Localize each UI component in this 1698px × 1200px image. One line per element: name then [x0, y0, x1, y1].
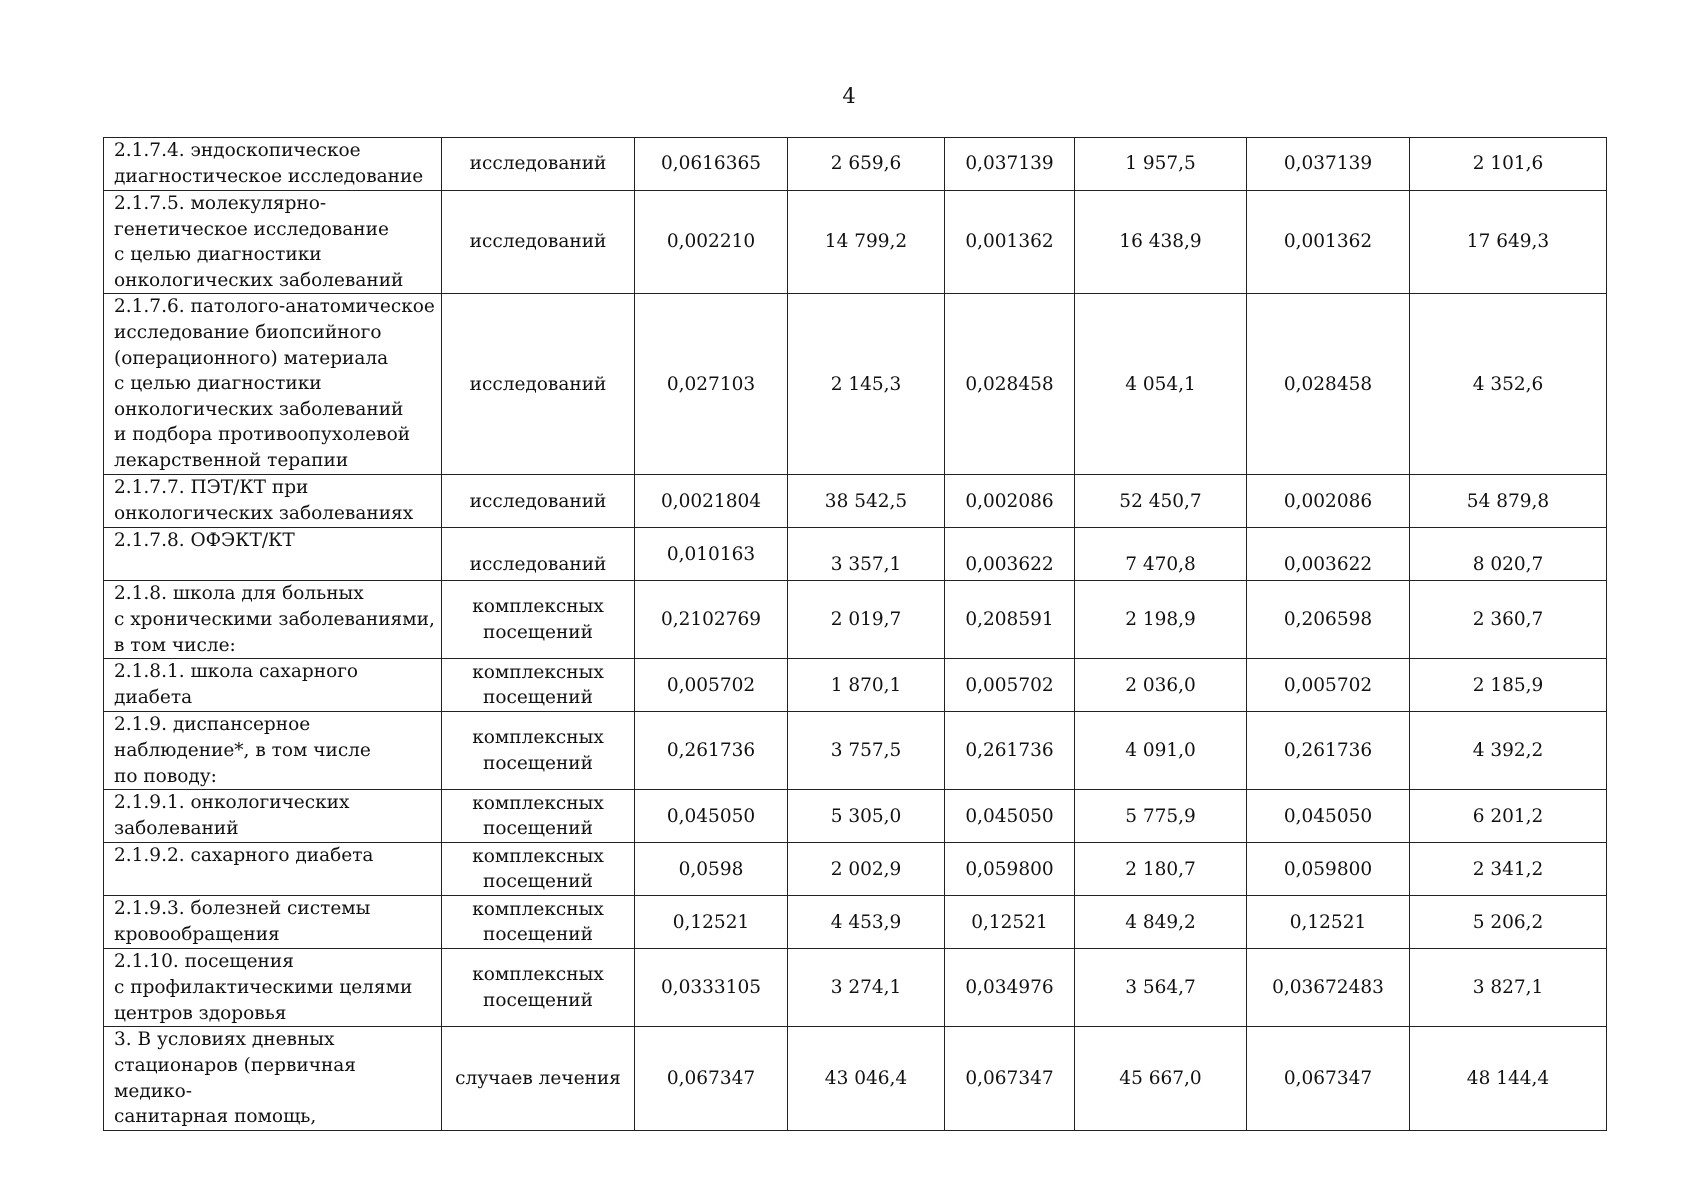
data-table	[103, 137, 1607, 1131]
value-cell: 1 870,1	[788, 659, 945, 712]
value-cell: 0,002086	[1247, 475, 1410, 528]
table-row	[104, 949, 1607, 1027]
value-cell: 5 305,0	[788, 790, 945, 843]
value-cell: 2 101,6	[1410, 138, 1607, 191]
row-name-cell: 2.1.9.2. сахарного диабета	[104, 843, 442, 896]
value-cell: 0,003622	[1247, 528, 1410, 581]
value-cell: 0,005702	[635, 659, 788, 712]
value-cell: 3 757,5	[788, 712, 945, 790]
value-cell: 52 450,7	[1075, 475, 1247, 528]
row-name-cell: 2.1.10. посещения с профилактическими целями центров здоровья	[104, 949, 442, 1027]
value-cell: 0,12521	[945, 896, 1075, 949]
unit-cell: комплексных посещений	[442, 581, 635, 659]
value-cell: 5 775,9	[1075, 790, 1247, 843]
table-row	[104, 843, 1607, 896]
value-cell: 0,010163	[635, 528, 788, 581]
value-cell: 2 145,3	[788, 294, 945, 475]
unit-cell: комплексных посещений	[442, 659, 635, 712]
unit-cell: исследований	[442, 138, 635, 191]
value-cell: 0,045050	[945, 790, 1075, 843]
unit-cell: исследований	[442, 475, 635, 528]
value-cell: 2 036,0	[1075, 659, 1247, 712]
value-cell: 17 649,3	[1410, 191, 1607, 294]
value-cell: 2 360,7	[1410, 581, 1607, 659]
value-cell: 0,0333105	[635, 949, 788, 1027]
row-name-cell: 2.1.9. диспансерное наблюдение*, в том числе по поводу:	[104, 712, 442, 790]
value-cell: 0,034976	[945, 949, 1075, 1027]
table-row	[104, 528, 1607, 581]
value-cell: 6 201,2	[1410, 790, 1607, 843]
value-cell: 0,206598	[1247, 581, 1410, 659]
value-cell: 0,001362	[945, 191, 1075, 294]
value-cell: 4 054,1	[1075, 294, 1247, 475]
value-cell: 45 667,0	[1075, 1027, 1247, 1130]
value-cell: 2 341,2	[1410, 843, 1607, 896]
value-cell: 0,2102769	[635, 581, 788, 659]
value-cell: 38 542,5	[788, 475, 945, 528]
value-cell: 2 019,7	[788, 581, 945, 659]
value-cell: 0,261736	[945, 712, 1075, 790]
value-cell: 7 470,8	[1075, 528, 1247, 581]
value-cell: 2 659,6	[788, 138, 945, 191]
unit-cell: комплексных посещений	[442, 896, 635, 949]
value-cell: 0,001362	[1247, 191, 1410, 294]
row-name-cell: 2.1.7.5. молекулярно- генетическое исследование с целью диагностики онкологических заболеваний	[104, 191, 442, 294]
row-name-cell: 2.1.8. школа для больных с хроническими заболеваниями, в том числе:	[104, 581, 442, 659]
row-name-cell: 2.1.7.4. эндоскопическое диагностическое исследование	[104, 138, 442, 191]
value-cell: 0,208591	[945, 581, 1075, 659]
unit-cell: комплексных посещений	[442, 790, 635, 843]
value-cell: 4 091,0	[1075, 712, 1247, 790]
value-cell: 0,059800	[1247, 843, 1410, 896]
row-name-cell: 2.1.9.1. онкологических заболеваний	[104, 790, 442, 843]
unit-cell: комплексных посещений	[442, 949, 635, 1027]
value-cell: 1 957,5	[1075, 138, 1247, 191]
value-cell: 2 002,9	[788, 843, 945, 896]
unit-cell: комплексных посещений	[442, 843, 635, 896]
unit-cell: исследований	[442, 191, 635, 294]
value-cell: 4 392,2	[1410, 712, 1607, 790]
value-cell: 0,12521	[635, 896, 788, 949]
value-cell: 4 352,6	[1410, 294, 1607, 475]
value-cell: 0,003622	[945, 528, 1075, 581]
row-name-cell: 3. В условиях дневных стационаров (первичная медико- санитарная помощь,	[104, 1027, 442, 1130]
value-cell: 4 453,9	[788, 896, 945, 949]
unit-cell: комплексных посещений	[442, 712, 635, 790]
value-cell: 0,028458	[1247, 294, 1410, 475]
value-cell: 0,037139	[945, 138, 1075, 191]
value-cell: 0,0616365	[635, 138, 788, 191]
page-number: 4	[842, 84, 856, 108]
value-cell: 2 185,9	[1410, 659, 1607, 712]
row-name-cell: 2.1.9.3. болезней системы кровообращения	[104, 896, 442, 949]
table-row	[104, 896, 1607, 949]
value-cell: 0,067347	[1247, 1027, 1410, 1130]
table-row	[104, 790, 1607, 843]
value-cell: 54 879,8	[1410, 475, 1607, 528]
value-cell: 0,261736	[635, 712, 788, 790]
value-cell: 0,12521	[1247, 896, 1410, 949]
value-cell: 0,045050	[1247, 790, 1410, 843]
row-name-cell: 2.1.7.6. патолого-анатомическое исследование биопсийного (операционного) материала с целью диагностики онкологических заболеваний и подбора противоопухолевой лекарственной терапии	[104, 294, 442, 475]
value-cell: 0,005702	[945, 659, 1075, 712]
value-cell: 16 438,9	[1075, 191, 1247, 294]
row-name-cell: 2.1.7.8. ОФЭКТ/КТ	[104, 528, 442, 581]
value-cell: 14 799,2	[788, 191, 945, 294]
table-row	[104, 475, 1607, 528]
value-cell: 43 046,4	[788, 1027, 945, 1130]
value-cell: 0,028458	[945, 294, 1075, 475]
value-cell: 0,059800	[945, 843, 1075, 896]
value-cell: 0,067347	[635, 1027, 788, 1130]
value-cell: 3 827,1	[1410, 949, 1607, 1027]
unit-cell: исследований	[442, 528, 635, 581]
value-cell: 0,002086	[945, 475, 1075, 528]
table-row	[104, 712, 1607, 790]
value-cell: 2 180,7	[1075, 843, 1247, 896]
value-cell: 2 198,9	[1075, 581, 1247, 659]
value-cell: 0,261736	[1247, 712, 1410, 790]
table-row	[104, 581, 1607, 659]
value-cell: 3 274,1	[788, 949, 945, 1027]
table-row	[104, 294, 1607, 475]
value-cell: 3 564,7	[1075, 949, 1247, 1027]
value-cell: 0,067347	[945, 1027, 1075, 1130]
value-cell: 0,005702	[1247, 659, 1410, 712]
unit-cell: исследований	[442, 294, 635, 475]
value-cell: 8 020,7	[1410, 528, 1607, 581]
value-cell: 4 849,2	[1075, 896, 1247, 949]
table-row	[104, 1027, 1607, 1130]
unit-cell: случаев лечения	[442, 1027, 635, 1130]
table-row	[104, 138, 1607, 191]
value-cell: 0,0021804	[635, 475, 788, 528]
table-row	[104, 659, 1607, 712]
value-cell: 3 357,1	[788, 528, 945, 581]
value-cell: 0,037139	[1247, 138, 1410, 191]
value-cell: 0,027103	[635, 294, 788, 475]
value-cell: 0,045050	[635, 790, 788, 843]
value-cell: 0,0598	[635, 843, 788, 896]
value-cell: 0,002210	[635, 191, 788, 294]
value-cell: 5 206,2	[1410, 896, 1607, 949]
table-row	[104, 191, 1607, 294]
value-cell: 48 144,4	[1410, 1027, 1607, 1130]
row-name-cell: 2.1.8.1. школа сахарного диабета	[104, 659, 442, 712]
row-name-cell: 2.1.7.7. ПЭТ/КТ при онкологических заболеваниях	[104, 475, 442, 528]
value-cell: 0,03672483	[1247, 949, 1410, 1027]
